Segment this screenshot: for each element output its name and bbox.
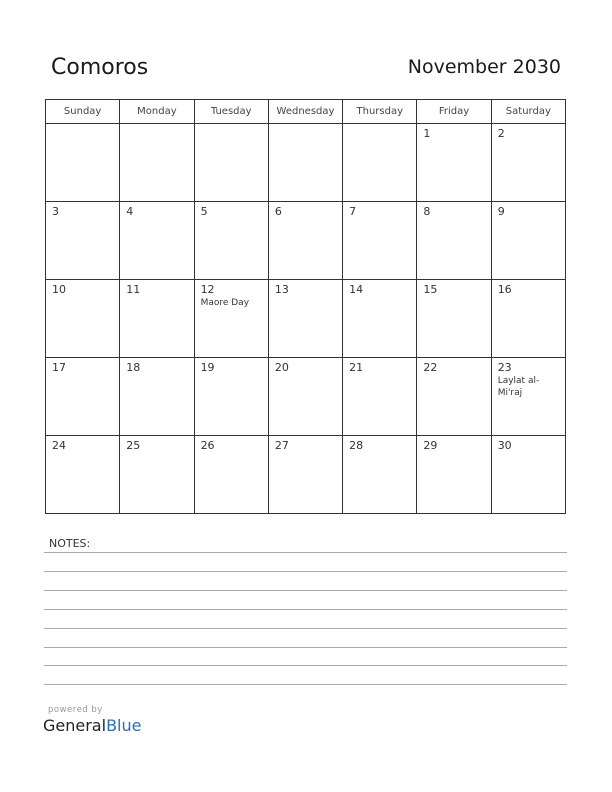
day-cell: [417, 358, 491, 436]
day-number: [46, 124, 119, 127]
day-number: 7: [349, 205, 357, 218]
note-line: [44, 628, 567, 629]
day-cell: [417, 124, 491, 202]
day-number: 13: [274, 283, 289, 296]
day-number: 24: [52, 439, 66, 452]
day-number: 8: [423, 205, 431, 218]
brand-blue: Blue: [106, 716, 142, 735]
week-row: [46, 124, 566, 202]
day-cell: [343, 202, 417, 280]
day-number: 6: [274, 205, 282, 218]
day-cell: [120, 202, 194, 280]
week-row: [46, 202, 566, 280]
day-number: 19: [200, 361, 215, 374]
day-cell: [491, 358, 565, 436]
day-number: 12: [200, 283, 215, 296]
day-number: 18: [126, 361, 141, 374]
day-number: 26: [200, 439, 215, 452]
day-number: 10: [52, 283, 66, 296]
day-cell: [120, 124, 194, 202]
day-number: 5: [200, 205, 208, 218]
note-line: [44, 552, 567, 553]
day-number: 4: [126, 205, 134, 218]
weekday-thursday: Thursday: [343, 100, 417, 124]
day-cell: [343, 358, 417, 436]
note-line: [44, 609, 567, 610]
day-number: 2: [497, 127, 505, 140]
weekday-monday: Monday: [120, 100, 194, 124]
holiday-label: Maore Day: [200, 298, 250, 308]
day-cell: [120, 358, 194, 436]
day-cell: [46, 280, 120, 358]
weekday-wednesday: Wednesday: [268, 100, 342, 124]
weekday-tuesday: Tuesday: [194, 100, 268, 124]
day-cell: [491, 124, 565, 202]
day-number: 23: [497, 361, 512, 374]
day-number: 16: [497, 283, 512, 296]
note-line: [44, 571, 567, 572]
calendar-country-title: Comoros: [51, 55, 149, 80]
day-cell: [194, 202, 268, 280]
day-number: 14: [349, 283, 364, 296]
day-number: 9: [497, 205, 505, 218]
day-cell: [120, 436, 194, 514]
day-cell: [491, 436, 565, 514]
day-cell: [343, 436, 417, 514]
day-cell: [120, 280, 194, 358]
note-line: [44, 684, 567, 685]
day-cell: [194, 358, 268, 436]
day-cell: [417, 202, 491, 280]
day-number: 30: [497, 439, 512, 452]
day-cell: [268, 202, 342, 280]
weekday-header-row: [46, 100, 566, 124]
day-number: 20: [274, 361, 289, 374]
day-number: 28: [349, 439, 364, 452]
day-number: 22: [423, 361, 438, 374]
day-number: 3: [52, 205, 59, 218]
generalblue-logo[interactable]: [43, 716, 141, 735]
day-cell: [46, 436, 120, 514]
day-cell: [268, 124, 342, 202]
weekday-saturday: Saturday: [491, 100, 565, 124]
day-cell: [343, 280, 417, 358]
day-cell: [46, 358, 120, 436]
day-number: 29: [423, 439, 438, 452]
week-row: [46, 358, 566, 436]
day-cell: [417, 280, 491, 358]
calendar-grid: [45, 99, 566, 514]
holiday-label: Laylat al- Mi'raj: [497, 376, 540, 398]
day-cell: [268, 358, 342, 436]
notes-label: NOTES:: [49, 537, 91, 550]
day-number: [120, 124, 193, 127]
weekday-friday: Friday: [417, 100, 491, 124]
day-cell: [46, 202, 120, 280]
day-number: 1: [423, 127, 431, 140]
day-cell: [268, 436, 342, 514]
day-cell: [491, 202, 565, 280]
day-number: [269, 124, 342, 127]
day-cell: [194, 436, 268, 514]
day-number: [195, 124, 268, 127]
day-number: 15: [423, 283, 438, 296]
powered-by-text: powered by: [48, 705, 103, 715]
week-row: [46, 436, 566, 514]
note-line: [44, 665, 567, 666]
day-number: 27: [274, 439, 289, 452]
week-row: [46, 280, 566, 358]
calendar-month-title: November 2030: [407, 56, 561, 78]
day-cell: [268, 280, 342, 358]
day-number: [343, 124, 416, 127]
brand-general: General: [43, 716, 107, 735]
day-cell: [194, 280, 268, 358]
day-cell: [194, 124, 268, 202]
day-number: 25: [126, 439, 141, 452]
day-cell: [343, 124, 417, 202]
day-cell: [417, 436, 491, 514]
day-number: 11: [126, 283, 141, 296]
day-number: 21: [349, 361, 364, 374]
note-line: [44, 590, 567, 591]
day-cell: [46, 124, 120, 202]
day-number: 17: [52, 361, 66, 374]
weekday-sunday: Sunday: [46, 100, 120, 124]
note-line: [44, 647, 567, 648]
day-cell: [491, 280, 565, 358]
